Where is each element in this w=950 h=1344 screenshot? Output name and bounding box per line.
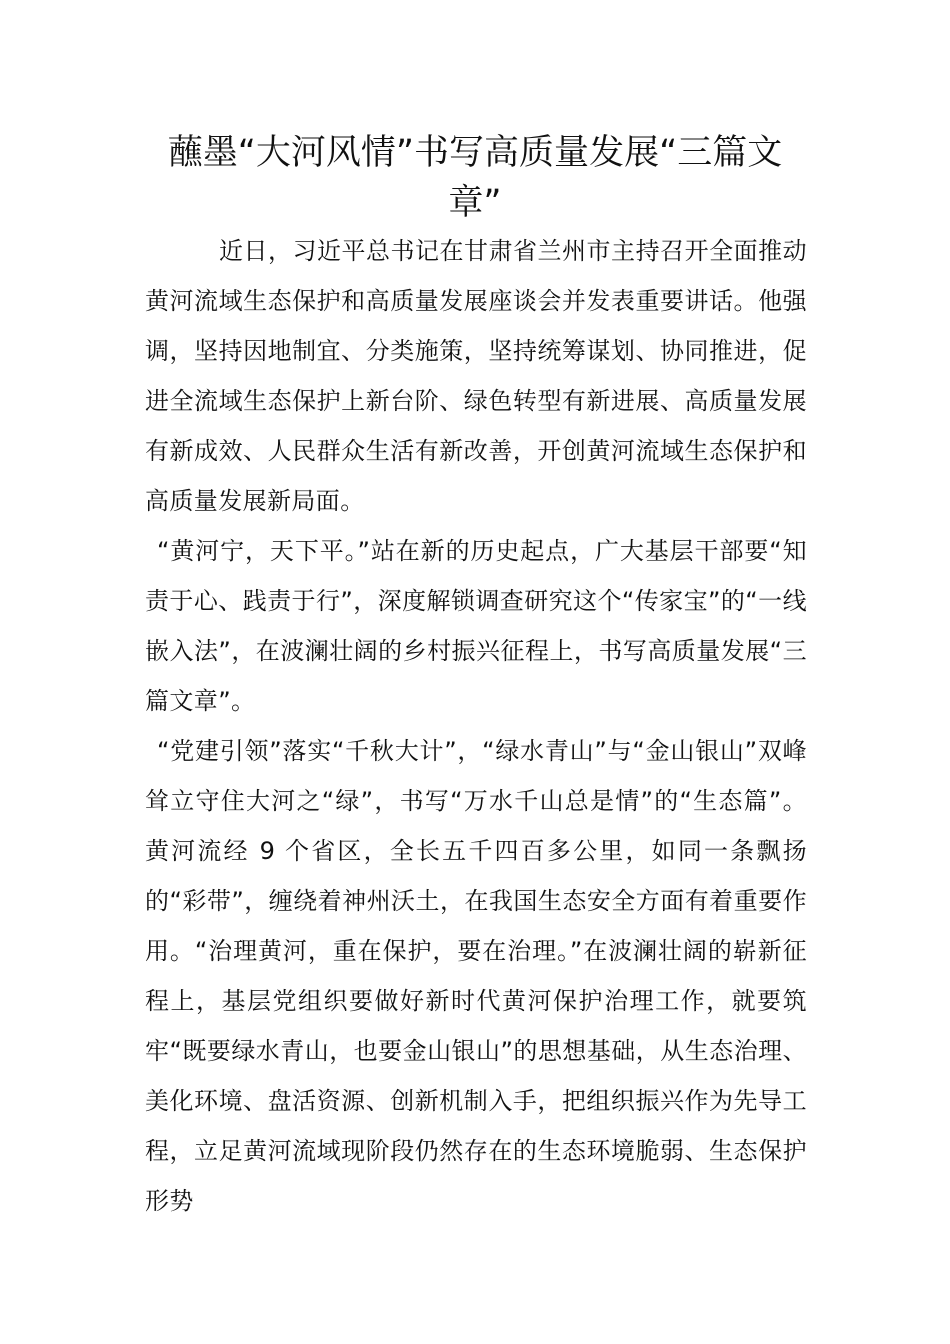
paragraph-intro: 近日，习近平总书记在甘肃省兰州市主持召开全面推动黄河流域生态保护和高质量发展座谈会并发表重要讲话。他强调，坚持因地制宜、分类施策，坚持统筹谋划、协同推进，促进全流域生态保护上新台阶、绿色转型有新进展、高质量发展有新成效、人民群众生活有新改善，开创黄河流域生态保护和高质量发展新局面。 [145,237,807,515]
paragraph-ecology-chapter: “党建引领”落实“千秋大计”，“绿水青山”与“金山银山”双峰耸立守住大河之“绿”，书写“万水千山总是情”的“生态篇”。黄河流经 9 个省区，全长五千四百多公里，如同一条飘扬的“彩带”，缠绕着神州沃土，在我国生态安全方面有着重要作用。“治理黄河，重在保护，要在治理。”在波澜壮阔的崭新征程上，基层党组织要做好新时代黄河保护治理工作，就要筑牢“既要绿水青山，也要金山银山”的思想基础，从生态治理、美化环境、盘活资源、创新机制入手，把组织振兴作为先导工程，立足黄河流域现阶段仍然存在的生态环境脆弱、生态保护形势 [145,737,807,1215]
paragraph-yellow-river-peace: “黄河宁，天下平。”站在新的历史起点，广大基层干部要“知责于心、践责于行”，深度解锁调查研究这个“传家宝”的“一线嵌入法”，在波澜壮阔的乡村振兴征程上，书写高质量发展“三篇文章”。 [145,537,807,715]
article-body [145,226,807,1226]
article-title: 蘸墨“大河风情”书写高质量发展“三篇文章” [167,133,783,223]
